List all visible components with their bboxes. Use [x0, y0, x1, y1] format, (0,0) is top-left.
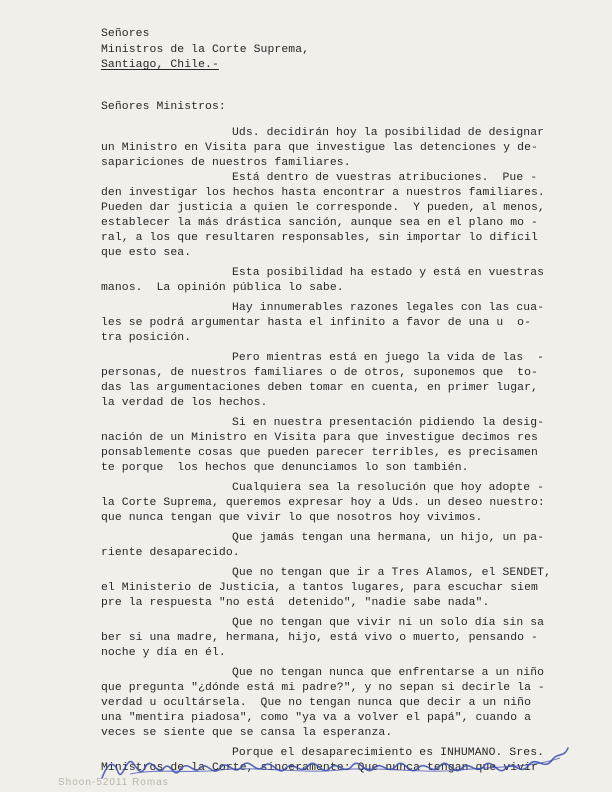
body-line: verdad u ocultársela. Que no tengan nunca que decir a un niño	[101, 697, 532, 709]
body-line: un Ministro en Visita para que investigue las detenciones y de-	[101, 142, 538, 154]
body-line: la verdad de los hechos.	[101, 397, 268, 409]
body-line: Que no tengan nunca que enfrentarse a un niño	[232, 667, 545, 679]
body-line: Pero mientras está en juego la vida de las -	[232, 352, 545, 364]
body-line: les se podrá argumentar hasta el infinito a favor de una u o-	[101, 317, 532, 329]
body-line: la Corte Suprema, queremos expresar hoy a Uds. un deseo nuestro:	[101, 497, 545, 509]
body-line: que nunca tengan que vivir lo que nosotros hoy vivimos.	[101, 512, 483, 524]
body-line: den investigar los hechos hasta encontrar a nuestros familiares.	[101, 187, 545, 199]
body-line: Que no tengan que ir a Tres Alamos, el SENDET,	[232, 567, 552, 579]
body-line: veces se siente que se cansa la esperanza.	[101, 727, 393, 739]
body-line: manos. La opinión pública lo sabe.	[101, 282, 344, 294]
body-line: Si en nuestra presentación pidiendo la desig-	[232, 417, 545, 429]
body-line: ponsablemente cosas que pueden parecer terribles, es precisamen	[101, 447, 538, 459]
body-line: Porque el desaparecimiento es INHUMANO. Sres.	[232, 747, 545, 759]
body-line: Hay innumerables razones legales con las cua-	[232, 302, 545, 314]
body-line: sapariciones de nuestros familiares.	[101, 157, 351, 169]
body-line: nación de un Ministro en Visita para que investigue decimos res	[101, 432, 538, 444]
body-line: que esto sea.	[101, 247, 192, 259]
body-line: establecer la más drástica sanción, aunque sea en el plano mo -	[101, 217, 538, 229]
body-line: Ministros de la Corte, sinceramente: Que nunca tengan que vivir	[101, 762, 538, 774]
body-line: riente desaparecido.	[101, 547, 240, 559]
body-line: te porque los hechos que denunciamos lo son también.	[101, 462, 469, 474]
body-line: tra posición.	[101, 332, 192, 344]
addressee-line-1: Señores	[101, 28, 150, 40]
body-line: ber si una madre, hermana, hijo, está vivo o muerto, pensando -	[101, 632, 538, 644]
body-line: Que no tengan que vivir ni un solo día sin sa	[232, 617, 545, 629]
body-line: una "mentira piadosa", como "ya va a volver el papá", cuando a	[101, 712, 532, 724]
salutation: Señores Ministros:	[101, 101, 226, 113]
body-line: Uds. decidirán hoy la posibilidad de designar	[232, 127, 545, 139]
body-line: que pregunta "¿dónde está mi padre?", y no sepan si decirle la -	[101, 682, 545, 694]
body-line: el Ministerio de Justicia, a tantos lugares, para escuchar siem	[101, 582, 538, 594]
ink-scribble	[100, 738, 570, 784]
body-line: Está dentro de vuestras atribuciones. Pue -	[232, 172, 538, 184]
faded-pencil-mark: Shoon-52011 Romas	[58, 777, 169, 788]
body-line: Esta posibilidad ha estado y está en vuestras	[232, 267, 545, 279]
addressee-line-2: Ministros de la Corte Suprema,	[101, 44, 310, 56]
body-line: Que jamás tengan una hermana, un hijo, un pa-	[232, 532, 545, 544]
addressee-line-3: Santiago, Chile.-	[101, 59, 219, 71]
body-line: pre la respuesta "no está detenido", "nadie sabe nada".	[101, 597, 490, 609]
body-line: Cualquiera sea la resolución que hoy adopte -	[232, 482, 545, 494]
body-line: personas, de nuestros familiares o de otros, suponemos que to-	[101, 367, 538, 379]
body-line: Pueden dar justicia a quien le corresponde. Y pueden, al menos,	[101, 202, 545, 214]
body-line: das las argumentaciones deben tomar en cuenta, en primer lugar,	[101, 382, 538, 394]
body-line: ral, a los que resultaren responsables, sin importar lo difícil	[101, 232, 538, 244]
body-line: noche y día en él.	[101, 647, 226, 659]
